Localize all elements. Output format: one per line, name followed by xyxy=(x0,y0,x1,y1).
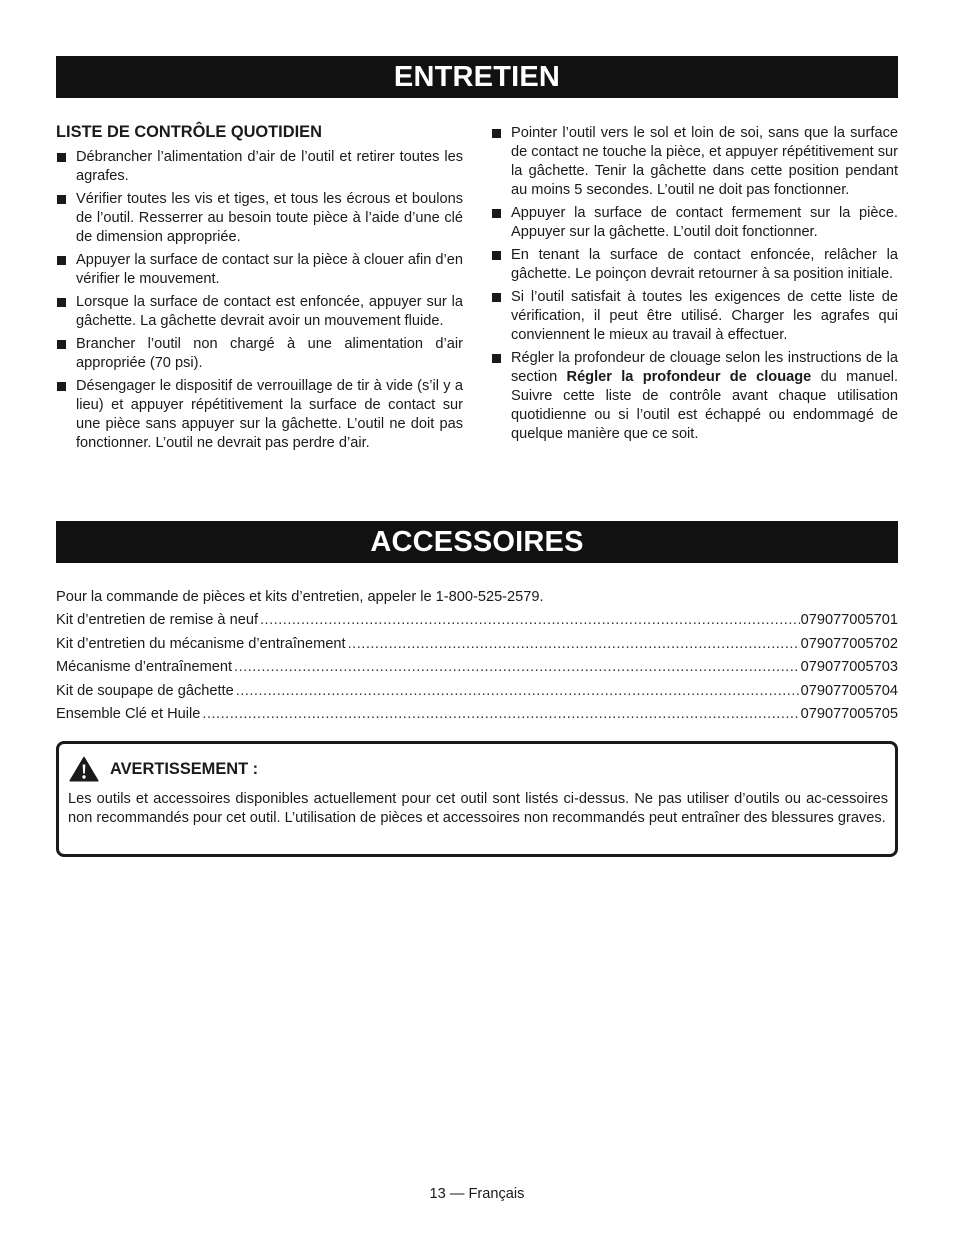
list-item-text: Vérifier toutes les vis et tiges, et tous les écrous et boulons de l’outil. Resserrer au besoin toute pièce à l’aide d’une clé de dimension appropriée. xyxy=(76,191,463,245)
list-item-text: Si l’outil satisfait à toutes les exigences de cette liste de vérification, il peut être utilisé. Charger les agrafes qui conviennent le mieux au travail à effectuer. xyxy=(511,289,898,343)
list-item xyxy=(56,377,463,453)
square-bullet-icon xyxy=(57,340,66,349)
part-row xyxy=(56,635,898,659)
square-bullet-icon xyxy=(57,195,66,204)
square-bullet-icon xyxy=(492,209,501,218)
list-item-text: En tenant la surface de contact enfoncée, relâcher la gâchette. Le poinçon devrait retourner à sa position initiale. xyxy=(511,247,898,282)
checklist-left-column xyxy=(56,122,463,457)
list-item xyxy=(491,124,898,200)
list-item-text: Appuyer la surface de contact sur la pièce à clouer afin d’en vérifier le mouvement. xyxy=(76,252,463,287)
part-name: Mécanisme d’entraînement xyxy=(56,659,233,675)
dot-leader xyxy=(348,635,800,654)
warning-text: Les outils et accessoires disponibles actuellement pour cet outil sont listés ci-dessus. Ne pas utiliser d’outils ou ac-cessoires non recommandés pour cet outil. L’utilisation de pièces et accessoires non recommandés peut entraîner des blessures graves. xyxy=(68,791,888,826)
warning-header xyxy=(69,756,258,782)
part-number: 079077005705 xyxy=(800,706,898,722)
dot-leader xyxy=(260,611,800,630)
list-item-text: Désengager le dispositif de verrouillage de tir à vide (s’il y a lieu) et appuyer répétitivement la surface de contact sur une pièce sans appuyer sur la gâchette. L’outil ne doit pas fonctionner. L’outil ne devrait pas perdre d’air. xyxy=(76,378,463,451)
list-item-text: Pointer l’outil vers le sol et loin de soi, sans que la surface de contact ne touche la pièce, et appuyer répétitivement sur la gâchette. Tenir la gâchette dans cette position pendant au moins 5 secondes. L’outil ne doit pas fonctionner. xyxy=(511,125,898,198)
square-bullet-icon xyxy=(492,293,501,302)
accessories-intro: Pour la commande de pièces et kits d’entretien, appeler le 1-800-525-2579. xyxy=(56,589,544,605)
list-item-text: Brancher l’outil non chargé à une alimentation d’air appropriée (70 psi). xyxy=(76,336,463,371)
list-item xyxy=(56,335,463,373)
part-name: Ensemble Clé et Huile xyxy=(56,706,201,722)
list-item-text: Appuyer la surface de contact fermement sur la pièce. Appuyer sur la gâchette. L’outil doit fonctionner. xyxy=(511,205,898,240)
list-item-text: Régler la profondeur de clouage selon les instructions de la section xyxy=(511,350,898,385)
checklist-right xyxy=(491,124,898,444)
part-number: 079077005703 xyxy=(800,659,898,675)
part-row xyxy=(56,705,898,729)
part-number: 079077005704 xyxy=(800,682,898,699)
list-item-text: Débrancher l’alimentation d’air de l’outil et retirer toutes les agrafes. xyxy=(76,149,463,184)
dot-leader xyxy=(202,705,799,724)
part-row xyxy=(56,611,898,635)
square-bullet-icon xyxy=(57,382,66,391)
square-bullet-icon xyxy=(57,153,66,162)
checklist-left xyxy=(56,148,463,453)
section-reference: Régler la profondeur de clouage xyxy=(566,369,812,385)
part-row xyxy=(56,658,898,682)
list-item xyxy=(56,148,463,186)
parts-list xyxy=(56,611,898,729)
square-bullet-icon xyxy=(57,298,66,307)
part-number: 079077005701 xyxy=(800,612,898,628)
list-item xyxy=(491,288,898,345)
part-number: 079077005702 xyxy=(800,635,898,652)
list-item xyxy=(56,190,463,247)
part-name: Kit d’entretien de remise à neuf xyxy=(56,612,258,628)
part-name: Kit de soupape de gâchette xyxy=(56,682,234,699)
section-title-entretien: ENTRETIEN xyxy=(56,56,898,98)
square-bullet-icon xyxy=(492,354,501,363)
square-bullet-icon xyxy=(492,129,501,138)
list-item xyxy=(491,349,898,444)
list-item xyxy=(491,204,898,242)
list-item xyxy=(56,251,463,289)
square-bullet-icon xyxy=(492,251,501,260)
part-row xyxy=(56,682,898,706)
page-footer: 13 — Français xyxy=(429,1186,525,1202)
dot-leader xyxy=(234,658,800,677)
checklist-heading: LISTE DE CONTRÔLE QUOTIDIEN xyxy=(56,123,322,141)
list-item-text: du manuel. Suivre cette liste de contrôle avant chaque utilisation quotidienne ou si l’outil est échappé ou endommagé de quelque manière que ce soit. xyxy=(511,369,899,442)
section-title-accessoires: ACCESSOIRES xyxy=(56,521,898,563)
square-bullet-icon xyxy=(57,256,66,265)
list-item xyxy=(56,293,463,331)
checklist-right-column xyxy=(491,124,898,448)
dot-leader xyxy=(236,682,800,701)
warning-box xyxy=(56,741,898,857)
warning-triangle-icon xyxy=(69,756,99,782)
list-item xyxy=(491,246,898,284)
part-name: Kit d’entretien du mécanisme d’entraînement xyxy=(56,635,346,652)
warning-title: AVERTISSEMENT : xyxy=(110,759,259,778)
list-item-text: Lorsque la surface de contact est enfoncée, appuyer sur la gâchette. La gâchette devrait avoir un mouvement fluide. xyxy=(76,294,463,329)
